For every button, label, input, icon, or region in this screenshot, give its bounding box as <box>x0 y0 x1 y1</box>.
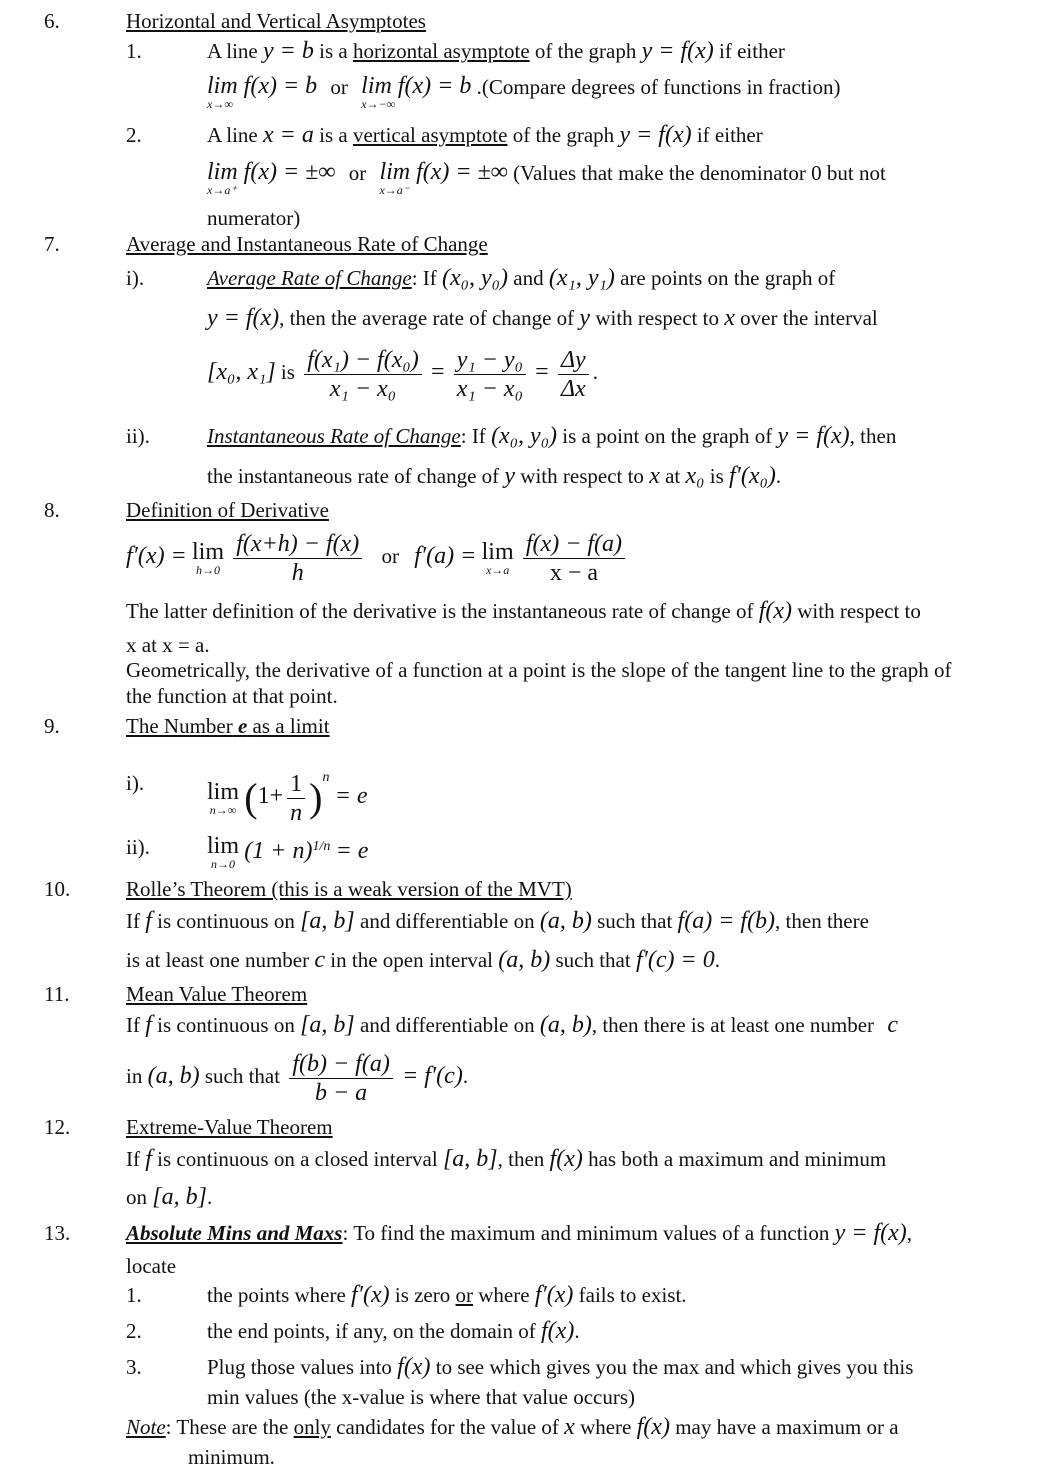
section-title: Average and Instantaneous Rate of Change <box>126 232 488 256</box>
s11-line-2: in (a, b) such that $\frac{f(b) - f(a)}{b - a}$ = f′(c). <box>126 1050 469 1106</box>
section-title: Extreme-Value Theorem <box>126 1115 333 1139</box>
s6-note-cont: numerator) <box>207 206 301 230</box>
s6-item-1-limits: lim f(x) = b x→∞ or lim f(x) = b x→−∞ .(Compare degrees of functions in fraction) <box>207 73 841 111</box>
s7-item-2-line2: the instantaneous rate of change of y with respect to x at x₀ is f′(x₀). <box>207 463 782 489</box>
average-rate-term: Average Rate of Change <box>207 266 412 290</box>
s13-locate: locate <box>126 1254 177 1278</box>
s8-paragraph-2: x at x = a. <box>126 633 210 657</box>
vertical-asymptote-term: vertical asymptote <box>352 123 508 147</box>
horizontal-asymptote-term: horizontal asymptote <box>352 39 530 63</box>
s10-line-1: If f is continuous on [a, b] and differentiable on (a, b) such that f(a) = f(b), then there <box>126 908 869 934</box>
s7-item-1-line2: y = f(x), then the average rate of change of y with respect to x over the interval <box>207 305 878 331</box>
section-title: Definition of Derivative <box>126 498 329 522</box>
s6-item-2-limits: lim f(x) = ±∞ x→a⁺ or lim f(x) = ±∞ x→a⁻ (Values that make the denominator 0 but not <box>207 159 886 197</box>
s8-paragraph-3: Geometrically, the derivative of a function at a point is the slope of the tangent line to the graph of <box>126 658 952 682</box>
s13-note: Note: These are the only candidates for the value of x where f(x) may have a maximum or a <box>126 1414 899 1440</box>
s7-average-formula: [x₀, x₁] is $\frac{\text{f(x₁) − f(x₀)}}{\text{x₁ − x₀}}$ = $\frac{\text{y₁ − y₀}}{\text{x₁ − x₀}}$ = $\frac{\Delta y}{\Delta x}$ . <box>207 346 598 402</box>
s8-paragraph-4: the function at that point. <box>126 684 338 708</box>
item-number: 1. <box>126 39 142 63</box>
s12-line-2: on [a, b]. <box>126 1184 213 1210</box>
s11-line-1: If f is continuous on [a, b] and differentiable on (a, b), then there is at least one number c <box>126 1012 898 1038</box>
note-label: Note <box>126 1415 166 1439</box>
section-title: Horizontal and Vertical Asymptotes <box>126 9 426 33</box>
derivative-formulas: f′(x) = lim h→0 $\frac{f(x+h) - f(x)}{h}$ or f′(a) = lim x→a $\frac{f(x) - f(a)}{x - a}$ <box>126 526 629 587</box>
instantaneous-rate-term: Instantaneous Rate of Change <box>207 424 461 448</box>
section-title: Absolute Mins and Maxs <box>126 1221 343 1245</box>
section-title: Rolle’s Theorem (this is a weak version of the MVT) <box>126 877 572 901</box>
section-title: The Number e as a limit <box>126 714 330 738</box>
s12-line-1: If f is continuous on a closed interval [a, b], then f(x) has both a maximum and minimum <box>126 1146 887 1172</box>
section-title: Mean Value Theorem <box>126 982 308 1006</box>
section-number: 6. <box>44 9 60 33</box>
s13-note-cont: minimum. <box>188 1445 275 1469</box>
s8-paragraph-1: The latter definition of the derivative is the instantaneous rate of change of f(x) with respect to <box>126 598 921 624</box>
s13-item-3-cont: min values (the x-value is where that value occurs) <box>207 1385 636 1409</box>
s10-line-2: is at least one number c in the open interval (a, b) such that f′(c) = 0. <box>126 947 720 973</box>
